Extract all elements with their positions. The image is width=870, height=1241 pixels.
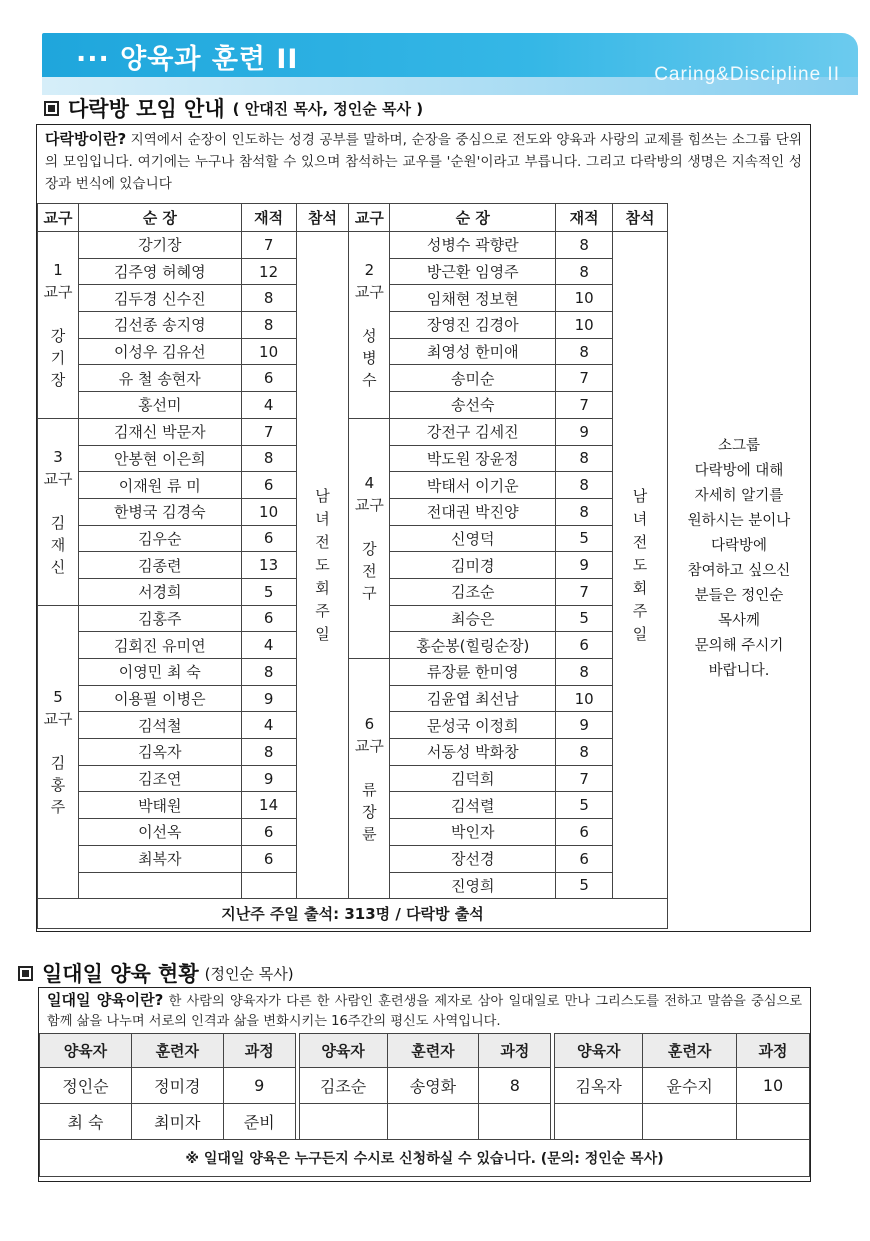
mentor-cell: 김조순 — [299, 1068, 387, 1104]
leader-name — [78, 872, 241, 899]
enrolled-count: 8 — [556, 445, 613, 472]
enrolled-count: 10 — [241, 498, 296, 525]
leader-name: 김조순 — [390, 578, 556, 605]
one-to-one-leader: (정인순 목사) — [204, 964, 294, 983]
darakbang-intro-text: 지역에서 순장이 인도하는 성경 공부를 말하며, 순장을 중심으로 전도와 양육과 사랑의 교제를 힘쓰는 소그룹 단위의 모임입니다. 여기에는 누구나 참석할 수 있으며 참석하는 교우를 '순원'이라고 부릅니다. 그리고 다락방의 생명은 지속적인 성장과 번식에 있습니다 — [45, 132, 802, 192]
enrolled-count: 9 — [241, 765, 296, 792]
leader-name: 김주영 허혜영 — [78, 258, 241, 285]
enrolled-count: 8 — [556, 232, 613, 259]
trainee-cell: 정미경 — [131, 1068, 223, 1104]
course-cell — [737, 1104, 810, 1140]
col-header-course: 과정 — [737, 1034, 810, 1068]
enrolled-count: 7 — [241, 418, 296, 445]
leader-name: 박태원 — [78, 792, 241, 819]
leader-name: 진영희 — [390, 872, 556, 899]
district-label: 3 교구 김 재 신 — [38, 418, 79, 605]
leader-name: 김재신 박문자 — [78, 418, 241, 445]
leader-name: 김미경 — [390, 552, 556, 579]
enrolled-count: 7 — [241, 232, 296, 259]
enrolled-count: 8 — [556, 659, 613, 686]
enrolled-count: 6 — [556, 819, 613, 846]
roster-footer-row — [38, 899, 668, 929]
darakbang-roster-table — [37, 203, 668, 929]
one-to-one-heading — [18, 958, 294, 988]
roster-row — [38, 659, 668, 686]
darakbang-intro-label: 다락방이란? — [45, 130, 127, 148]
col-header-trainee: 훈련자 — [643, 1034, 737, 1068]
course-cell: 10 — [737, 1068, 810, 1104]
leader-name: 서경희 — [78, 578, 241, 605]
enrolled-count: 7 — [556, 392, 613, 419]
leader-name: 강전구 김세진 — [390, 418, 556, 445]
enrolled-count: 14 — [241, 792, 296, 819]
leader-name: 장선경 — [390, 845, 556, 872]
col-header-mentor: 양육자 — [555, 1034, 643, 1068]
page-title: ··· 양육과 훈련 II — [76, 44, 299, 75]
col-header-course: 과정 — [479, 1034, 551, 1068]
darakbang-title: 다락방 모임 안내 — [68, 97, 225, 121]
enrolled-count: 9 — [556, 552, 613, 579]
leader-name: 이영민 최 숙 — [78, 659, 241, 686]
enrolled-count: 7 — [556, 765, 613, 792]
square-bullet-icon — [18, 966, 33, 981]
enrolled-count: 8 — [241, 445, 296, 472]
mentor-cell: 최 숙 — [40, 1104, 132, 1140]
leader-name: 서동성 박화창 — [390, 739, 556, 766]
leader-name: 김윤엽 최선남 — [390, 685, 556, 712]
leader-name: 김덕희 — [390, 765, 556, 792]
darakbang-leaders: ( 안대진 목사, 정인순 목사 ) — [232, 99, 424, 118]
leader-name: 김석렬 — [390, 792, 556, 819]
darakbang-heading — [44, 93, 423, 123]
enrolled-count: 4 — [241, 712, 296, 739]
leader-name: 김석철 — [78, 712, 241, 739]
roster-row — [38, 232, 668, 259]
one-to-one-footnote-row — [40, 1140, 810, 1177]
enrolled-count: 6 — [241, 472, 296, 499]
enrolled-count: 8 — [556, 258, 613, 285]
enrolled-count: 12 — [241, 258, 296, 285]
darakbang-side-note: 소그룹 다락방에 대해 자세히 알기를 원하시는 분이나 다락방에 참여하고 싶으신 분들은 정인순 목사께 문의해 주시기 바랍니다. — [687, 438, 791, 679]
col-header-course: 과정 — [223, 1034, 295, 1068]
enrolled-count: 6 — [241, 845, 296, 872]
enrolled-count: 5 — [556, 792, 613, 819]
one-to-one-intro-text: 한 사람의 양육자가 다른 한 사람인 훈련생을 제자로 삼아 일대일로 만나 그리스도를 전하고 말씀을 중심으로 함께 삶을 나누며 서로의 인격과 삶을 변화시키는 16주간의 평신도 사역입니다. — [47, 994, 802, 1029]
leader-name: 송선숙 — [390, 392, 556, 419]
leader-name: 안봉현 이은희 — [78, 445, 241, 472]
col-header-mentor: 양육자 — [40, 1034, 132, 1068]
leader-name: 문성국 이정희 — [390, 712, 556, 739]
enrolled-count: 9 — [556, 712, 613, 739]
trainee-cell: 최미자 — [131, 1104, 223, 1140]
district-label: 6 교구 류 장 륜 — [349, 659, 390, 899]
leader-name: 한병국 김경숙 — [78, 498, 241, 525]
attendance-summary: 지난주 주일 출석: 313명 / 다락방 출석 — [38, 899, 668, 929]
enrolled-count: 5 — [241, 578, 296, 605]
leader-name: 박인자 — [390, 819, 556, 846]
enrolled-count: 8 — [241, 659, 296, 686]
enrolled-count: 10 — [556, 312, 613, 339]
attendance-cell-left: 남 녀 전 도 회 주 일 — [296, 232, 349, 899]
enrolled-count: 6 — [556, 845, 613, 872]
enrolled-count: 8 — [241, 739, 296, 766]
enrolled-count: 4 — [241, 392, 296, 419]
enrolled-count: 6 — [241, 365, 296, 392]
enrolled-count: 6 — [241, 525, 296, 552]
leader-name: 신영덕 — [390, 525, 556, 552]
enrolled-count: 4 — [241, 632, 296, 659]
mentor-cell — [555, 1104, 643, 1140]
trainee-cell: 윤수지 — [643, 1068, 737, 1104]
enrolled-count: 10 — [241, 338, 296, 365]
header-banner — [42, 33, 858, 95]
enrolled-count: 8 — [241, 312, 296, 339]
enrolled-count: 5 — [556, 525, 613, 552]
leader-name: 장영진 김경아 — [390, 312, 556, 339]
one-to-one-title: 일대일 양육 현황 — [42, 962, 199, 986]
darakbang-intro — [37, 125, 810, 195]
mentor-cell — [299, 1104, 387, 1140]
leader-name: 이성우 김유선 — [78, 338, 241, 365]
enrolled-count: 8 — [556, 498, 613, 525]
enrolled-count: 7 — [556, 578, 613, 605]
col-header-leader: 순 장 — [78, 204, 241, 232]
one-to-one-header-row — [40, 1034, 810, 1068]
leader-name: 홍선미 — [78, 392, 241, 419]
one-to-one-row — [40, 1104, 810, 1140]
leader-name: 송미순 — [390, 365, 556, 392]
enrolled-count: 8 — [241, 285, 296, 312]
roster-header-row — [38, 204, 668, 232]
enrolled-count: 6 — [241, 605, 296, 632]
enrolled-count: 6 — [556, 632, 613, 659]
col-header-trainee: 훈련자 — [131, 1034, 223, 1068]
leader-name: 김종련 — [78, 552, 241, 579]
leader-name: 박태서 이기운 — [390, 472, 556, 499]
course-cell: 8 — [479, 1068, 551, 1104]
roster-row — [38, 418, 668, 445]
col-header-district: 교구 — [38, 204, 79, 232]
leader-name: 이용필 이병은 — [78, 685, 241, 712]
leader-name: 김홍주 — [78, 605, 241, 632]
col-header-attend: 참석 — [613, 204, 668, 232]
mentor-cell: 김옥자 — [555, 1068, 643, 1104]
leader-name: 김선종 송지영 — [78, 312, 241, 339]
course-cell: 준비 — [223, 1104, 295, 1140]
leader-name: 유 철 송현자 — [78, 365, 241, 392]
leader-name: 최영성 한미애 — [390, 338, 556, 365]
leader-name: 임채현 정보현 — [390, 285, 556, 312]
district-label: 4 교구 강 전 구 — [349, 418, 390, 658]
col-header-leader: 순 장 — [390, 204, 556, 232]
enrolled-count: 10 — [556, 685, 613, 712]
leader-name: 최승은 — [390, 605, 556, 632]
leader-name: 이선옥 — [78, 819, 241, 846]
enrolled-count: 9 — [241, 685, 296, 712]
leader-name: 김조연 — [78, 765, 241, 792]
col-header-mentor: 양육자 — [299, 1034, 387, 1068]
square-bullet-icon — [44, 101, 59, 116]
leader-name: 성병수 곽향란 — [390, 232, 556, 259]
enrolled-count — [241, 872, 296, 899]
district-label: 1 교구 강 기 장 — [38, 232, 79, 419]
enrolled-count: 10 — [556, 285, 613, 312]
col-header-district: 교구 — [349, 204, 390, 232]
one-to-one-footnote: ※ 일대일 양육은 누구든지 수시로 신청하실 수 있습니다. (문의: 정인순 목사) — [40, 1140, 810, 1177]
leader-name: 전대권 박진양 — [390, 498, 556, 525]
col-header-enrolled: 재적 — [556, 204, 613, 232]
leader-name: 김두경 신수진 — [78, 285, 241, 312]
enrolled-count: 8 — [556, 472, 613, 499]
enrolled-count: 6 — [241, 819, 296, 846]
col-header-attend: 참석 — [296, 204, 349, 232]
leader-name: 홍순봉(힐링순장) — [390, 632, 556, 659]
trainee-cell — [387, 1104, 479, 1140]
col-header-trainee: 훈련자 — [387, 1034, 479, 1068]
trainee-cell: 송영화 — [387, 1068, 479, 1104]
enrolled-count: 13 — [241, 552, 296, 579]
district-label: 2 교구 성 병 수 — [349, 232, 390, 419]
leader-name: 박도원 장윤정 — [390, 445, 556, 472]
course-cell: 9 — [223, 1068, 295, 1104]
leader-name: 김옥자 — [78, 739, 241, 766]
leader-name: 강기장 — [78, 232, 241, 259]
mentor-cell: 정인순 — [40, 1068, 132, 1104]
enrolled-count: 7 — [556, 365, 613, 392]
enrolled-count: 5 — [556, 872, 613, 899]
leader-name: 이재원 류 미 — [78, 472, 241, 499]
leader-name: 류장륜 한미영 — [390, 659, 556, 686]
enrolled-count: 9 — [556, 418, 613, 445]
course-cell — [479, 1104, 551, 1140]
leader-name: 김회진 유미연 — [78, 632, 241, 659]
trainee-cell — [643, 1104, 737, 1140]
one-to-one-intro — [39, 988, 810, 1032]
col-header-enrolled: 재적 — [241, 204, 296, 232]
one-to-one-row — [40, 1068, 810, 1104]
district-label: 5 교구 김 홍 주 — [38, 605, 79, 899]
enrolled-count: 5 — [556, 605, 613, 632]
one-to-one-table — [39, 1033, 810, 1177]
enrolled-count: 8 — [556, 739, 613, 766]
leader-name: 김우순 — [78, 525, 241, 552]
leader-name: 최복자 — [78, 845, 241, 872]
attendance-cell-right: 남 녀 전 도 회 주 일 — [613, 232, 668, 899]
enrolled-count: 8 — [556, 338, 613, 365]
page-subtitle: Caring&Discipline II — [654, 64, 840, 85]
leader-name: 방근환 임영주 — [390, 258, 556, 285]
one-to-one-intro-label: 일대일 양육이란? — [47, 991, 164, 1009]
